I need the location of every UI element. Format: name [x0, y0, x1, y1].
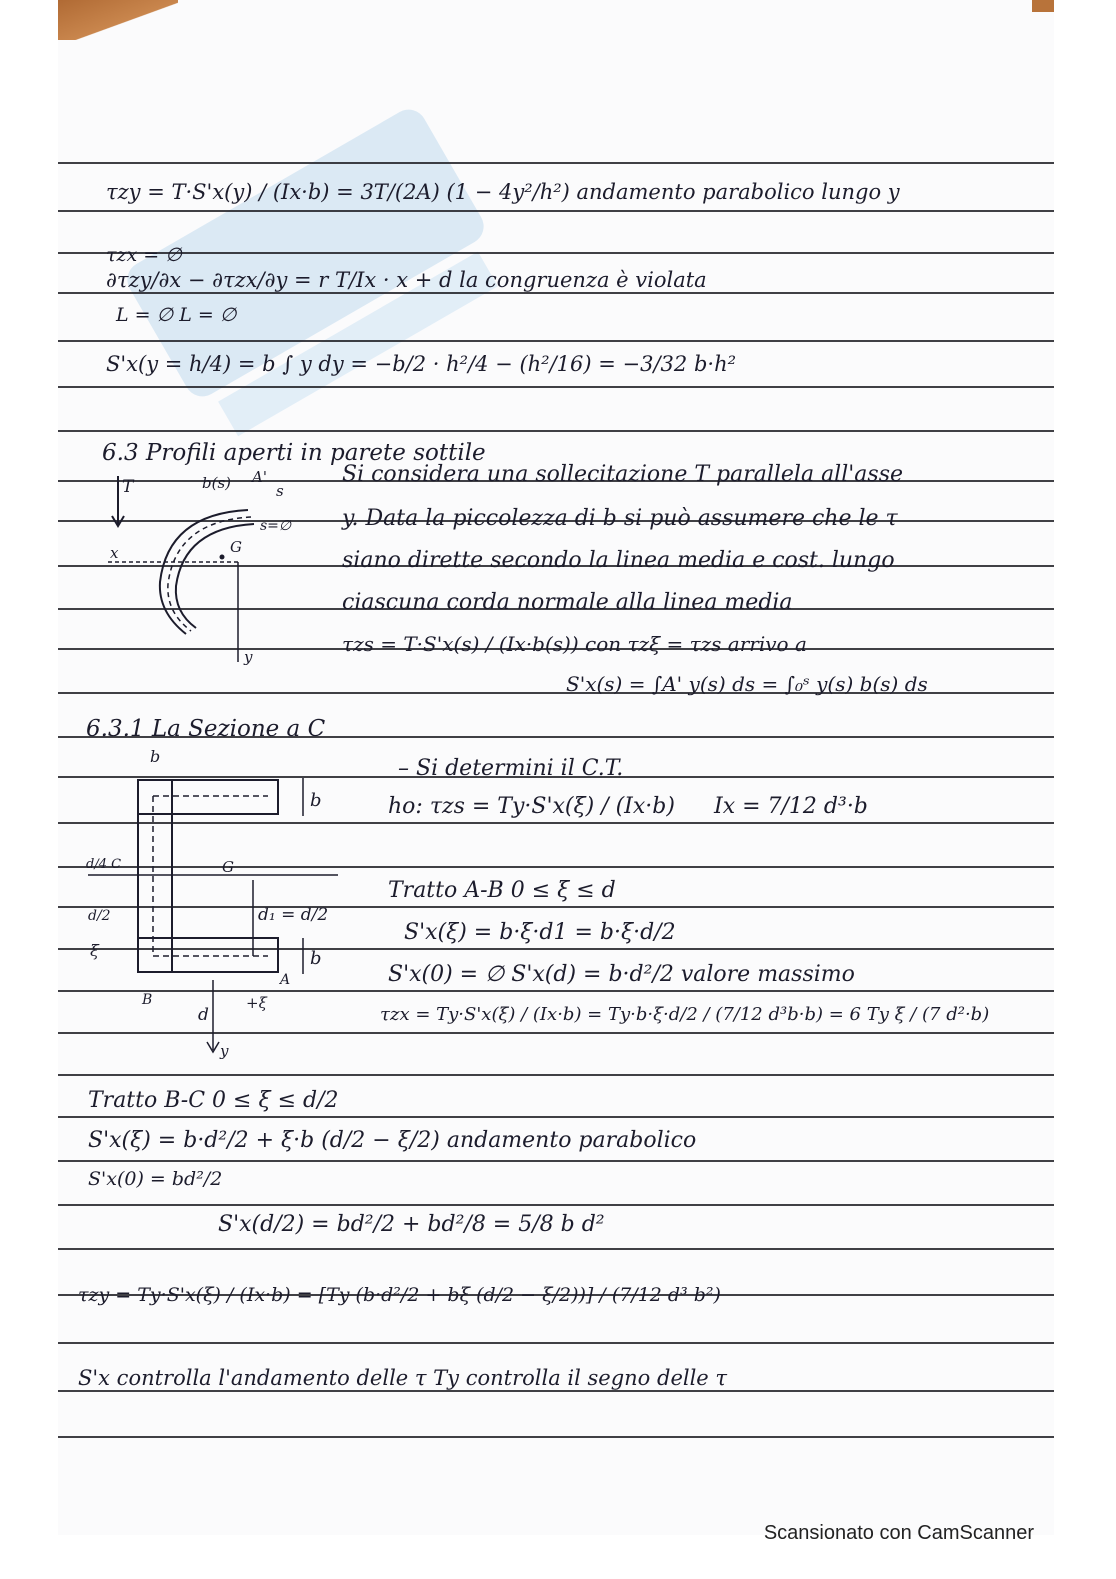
fig2-label-G: G: [222, 858, 234, 876]
fig1-label-G: G: [230, 538, 242, 556]
fig2-label-A: A: [280, 972, 291, 988]
formula-tau-zy: τzy = T·S'x(y) / (Ix·b) = 3T/(2A) (1 − 4y²/h²) andamento parabolico lungo y: [106, 180, 900, 204]
paragraph-line: y. Data la piccolezza di b si può assumere che le τ: [342, 506, 898, 531]
fig2-label-d: d: [198, 1005, 209, 1025]
fig2-label-b-right-top: b: [310, 790, 322, 811]
ruled-line: [58, 292, 1054, 294]
ruled-line: [58, 1390, 1054, 1392]
ruled-line: [58, 252, 1054, 254]
formula-tau-zy-bc: τzy = Ty·S'x(ξ) / (Ix·b) = [Ty (b·d²/2 + bξ (d/2 − ξ/2))] / (7/12 d³ b²): [78, 1284, 721, 1306]
formula-sx-s: S'x(s) = ∫A' y(s) ds = ∫₀ˢ y(s) b(s) ds: [566, 672, 928, 696]
section-heading-6-3-1: 6.3.1 La Sezione a C: [86, 716, 326, 742]
c-section-diagram: [78, 750, 378, 1070]
ruled-line: [58, 1248, 1054, 1250]
formula-static-moment: S'x(y = h/4) = b ∫ y dy = −b/2 · h²/4 − (h²/16) = −3/32 b·h²: [106, 352, 737, 376]
page-corner-shadow-right: [1032, 0, 1054, 12]
formula-congruence: ∂τzy/∂x − ∂τzx/∂y = r T/Ix · x + d la congruenza è violata: [106, 268, 707, 292]
ruled-line: [58, 386, 1054, 388]
fig1-label-x: x: [110, 544, 119, 562]
ruled-line: [58, 430, 1054, 432]
ruled-line: [58, 1204, 1054, 1206]
fig2-label-d1: d₁ = d/2: [258, 905, 329, 925]
section-heading-6-3: 6.3 Profili aperti in parete sottile: [102, 440, 486, 466]
ruled-line: [58, 1116, 1054, 1118]
paragraph-line: siano dirette secondo la linea media e cost. lungo: [342, 548, 895, 573]
fig2-label-xi2: +ξ: [246, 994, 267, 1012]
fig2-label-B: B: [142, 992, 153, 1008]
ruled-line: [58, 162, 1054, 164]
scanner-footer: Scansionato con CamScanner: [763, 1522, 1034, 1544]
ruled-line: [58, 210, 1054, 212]
segment-heading-bc: Tratto B-C 0 ≤ ξ ≤ d/2: [88, 1088, 339, 1113]
fig2-label-d2: d/2: [88, 908, 111, 924]
conclusion-line: S'x controlla l'andamento delle τ Ty controlla il segno delle τ: [78, 1366, 728, 1390]
notebook-page: [58, 0, 1054, 1535]
fig1-label-T: T: [122, 477, 134, 497]
ruled-line: [58, 1342, 1054, 1344]
fig2-label-y: y: [220, 1042, 229, 1060]
paragraph-line: Si considera una sollecitazione T parallela all'asse: [342, 462, 904, 487]
open-profile-diagram: [98, 462, 318, 672]
ruled-line: [58, 1436, 1054, 1438]
fig1-label-y: y: [244, 648, 253, 666]
formula-tau-zs-c: ho: τzs = Ty·S'x(ξ) / (Ix·b): [388, 794, 675, 819]
formula-congruence-limits: L = ∅ L = ∅: [116, 304, 237, 326]
ruled-line: [58, 340, 1054, 342]
fig2-label-b-top: b: [150, 750, 161, 766]
formula-sx-bc: S'x(ξ) = b·d²/2 + ξ·b (d/2 − ξ/2) andamento parabolico: [88, 1128, 697, 1153]
formula-ix: Ix = 7/12 d³·b: [714, 794, 868, 819]
paragraph-line: – Si determini il C.T.: [398, 756, 624, 781]
formula-tau-zx: τzx = ∅: [106, 244, 182, 266]
formula-sx-bounds: S'x(0) = ∅ S'x(d) = b·d²/2 valore massimo: [388, 962, 855, 987]
ruled-line: [58, 1160, 1054, 1162]
fig1-label-A: A': [252, 468, 267, 486]
formula-sx-half: S'x(d/2) = bd²/2 + bd²/8 = 5/8 b d²: [218, 1212, 605, 1237]
formula-sx-zero: S'x(0) = bd²/2: [88, 1168, 223, 1190]
ruled-line: [58, 1074, 1054, 1076]
fig2-label-b-right-bot: b: [310, 948, 322, 969]
fig1-label-s0: s=∅: [260, 518, 292, 534]
fig2-label-xi: ξ: [90, 941, 99, 960]
formula-sx-xi: S'x(ξ) = b·ξ·d1 = b·ξ·d/2: [404, 920, 676, 945]
formula-tau-zx-ab: τzx = Ty·S'x(ξ) / (Ix·b) = Ty·b·ξ·d/2 / (7/12 d³b·b) = 6 Ty ξ / (7 d²·b): [380, 1004, 990, 1025]
paragraph-line: ciascuna corda normale alla linea media: [342, 590, 793, 615]
page-corner-shadow: [58, 0, 178, 40]
fig1-label-bs: b(s): [202, 474, 232, 492]
fig2-label-d4c: d/4 C: [86, 857, 122, 872]
formula-tau-zs: τzs = T·S'x(s) / (Ix·b(s)) con τzξ = τzs arrivo a: [342, 632, 807, 656]
fig1-label-s: s: [276, 482, 284, 500]
segment-heading-ab: Tratto A-B 0 ≤ ξ ≤ d: [388, 878, 616, 903]
